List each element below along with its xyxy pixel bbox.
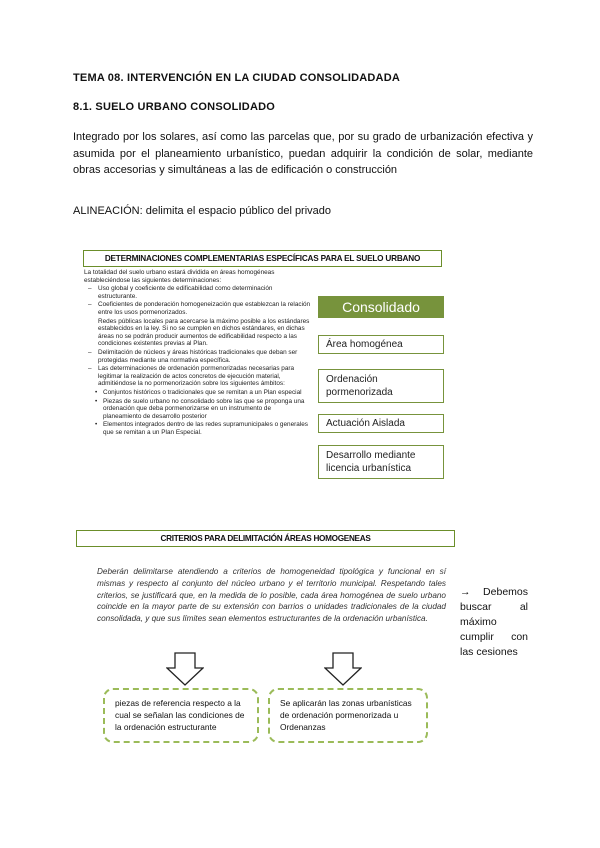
determinaciones-title: DETERMINACIONES COMPLEMENTARIAS ESPECÍFICAS PARA EL SUELO URBANO — [83, 250, 442, 267]
sub-list-item: • Piezas de suelo urbano no consolidado sobre las que se proponga una ordenación que deba pormenorizarse en un instrumento de planeamiento de desarrollo posterior — [84, 398, 311, 421]
consolidado-box: Consolidado — [318, 296, 444, 318]
list-item: – Uso global y coeficiente de edificabilidad como determinación estructurante. — [84, 285, 311, 300]
list-item: – Delimitación de núcleos y áreas históricas tradicionales que deban ser protegidas mediante una normativa específica. — [84, 349, 311, 364]
zonas-box: Se aplicarán las zonas urbanísticas de ordenación pormenorizada u Ordenanzas — [268, 688, 428, 743]
side-note: → Debemos buscar al máximo cumplir con las cesiones — [460, 586, 528, 658]
list-item: – Las determinaciones de ordenación pormenorizadas necesarias para legitimar la realización de actos concretos de ejecución material, admitiéndose la no pormenorización sobre los siguientes ámbitos: — [84, 365, 311, 388]
area-homogenea-box: Área homogénea — [318, 335, 444, 354]
down-arrow-icon — [324, 652, 362, 686]
actuacion-box: Actuación Aislada — [318, 414, 444, 433]
topic-title: TEMA 08. INTERVENCIÓN EN LA CIUDAD CONSOLIDADADA — [73, 72, 400, 84]
desarrollo-box: Desarrollo mediante licencia urbanística — [318, 445, 444, 479]
determinaciones-list — [84, 285, 311, 436]
list-item-extra: Redes públicas locales para acercarse la máximo posible a los estándares establecidos en la ley. Si no se cumplen en dichos estándares, en dichas áreas no se podrán producir aumentos de edificabilidad respecto a las condiciones existentes previas al Plan. — [98, 317, 310, 348]
piezas-box: piezas de referencia respecto a la cual se señalan las condiciones de la ordenación estructurante — [103, 688, 259, 743]
determinaciones-intro: La totalidad del suelo urbano estará dividida en áreas homogéneas estableciéndose las siguientes determinaciones: — [84, 269, 275, 284]
sub-list-item: • Elementos integrados dentro de las redes supramunicipales o generales que se remitan a un Plan Especial. — [84, 421, 311, 436]
intro-paragraph: Integrado por los solares, así como las parcelas que, por su grado de urbanización efectiva y asumida por el planeamiento urbanístico, puedan adquirir la condición de solar, mediante obras accesorias y simultáneas a las de edificación o construcción — [73, 131, 533, 176]
criterios-title: CRITERIOS PARA DELIMITACIÓN ÁREAS HOMOGENEAS — [76, 530, 455, 547]
down-arrow-icon — [166, 652, 204, 686]
determinaciones-body — [84, 269, 311, 436]
alineacion-definition: ALINEACIÓN: delimita el espacio público del privado — [73, 205, 332, 217]
criterios-body: Deberán delimitarse atendiendo a criterios de homogeneidad tipológica y funcional en sí mismas y respecto al conjunto del núcleo urbano y el territorio municipal. Respetando tales criterios, se justificará que, en la medida de lo posible, cada área homogénea de suelo urbano coincide en la mayor parte de su extensión con barrios o unidades tradicionales de la ciudad consolidada, y que sus límites sean elementos estructurantes de la ordenación urbanística. — [97, 567, 446, 624]
ordenacion-box: Ordenación pormenorizada — [318, 369, 444, 403]
section-title: 8.1. SUELO URBANO CONSOLIDADO — [73, 101, 275, 113]
list-item: – Coeficientes de ponderación homogeneización que establezcan la relación entre los usos pormenorizados. — [84, 301, 311, 316]
sub-list-item: • Conjuntos históricos o tradicionales que se remitan a un Plan especial — [84, 389, 311, 397]
